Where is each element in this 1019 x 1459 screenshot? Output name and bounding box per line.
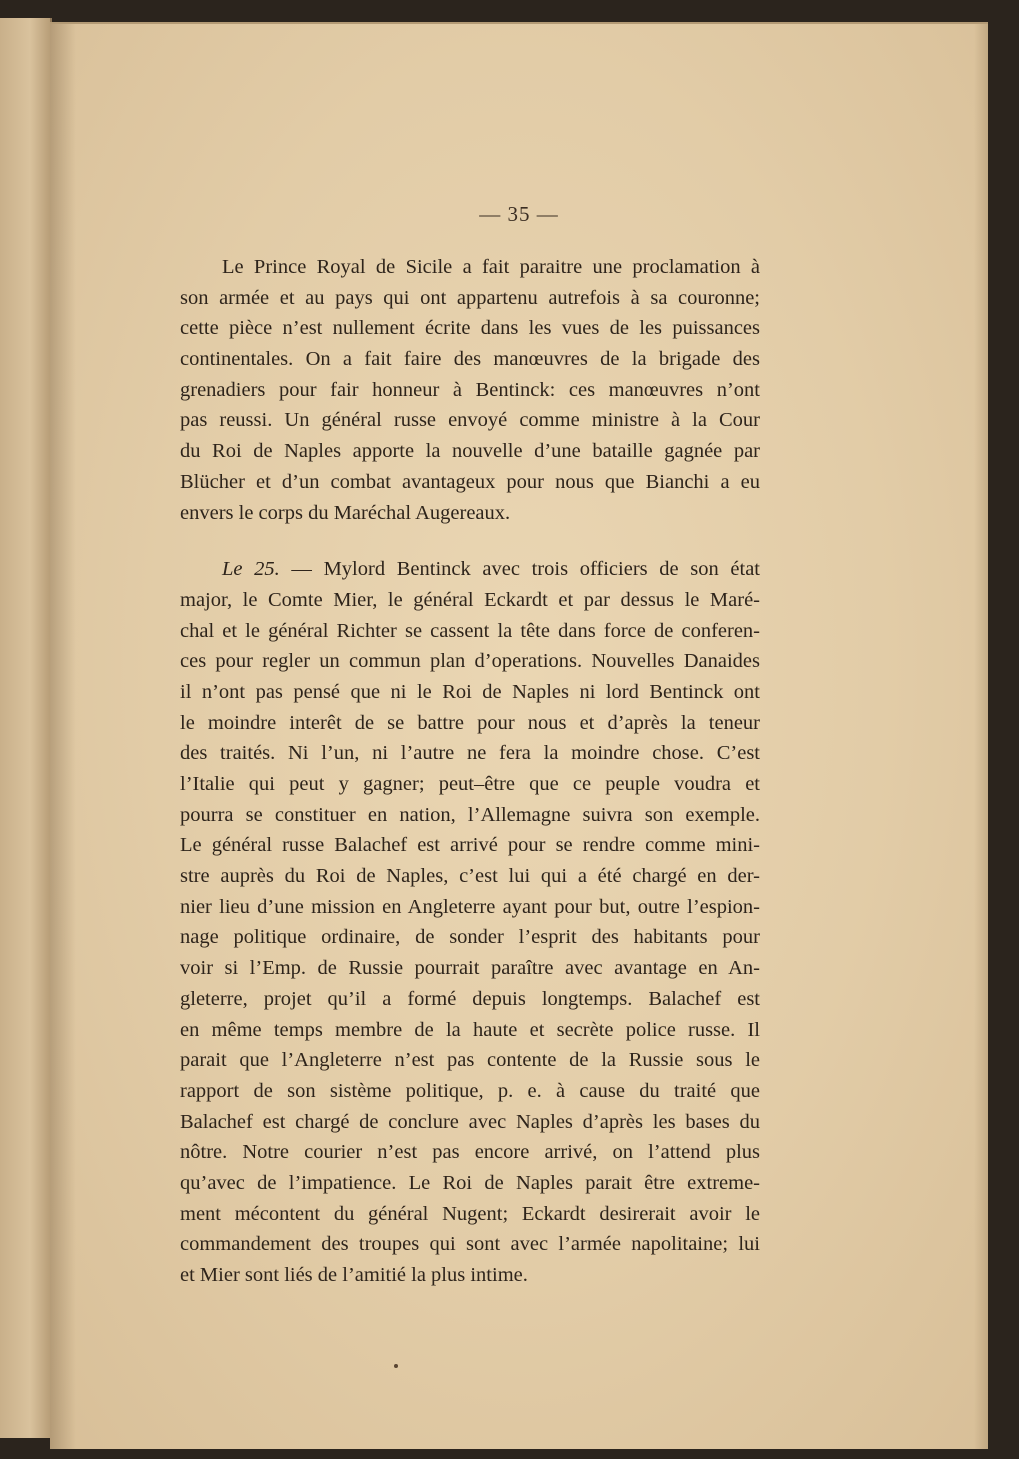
left-page-edge [0,18,52,1438]
text-line: ces pour regler un commun plan d’operations. Nouvelles Danaides [180,650,760,673]
text-line: envers le corps du Maréchal Augereaux. [180,501,511,524]
text-line: ment mécontent du général Nugent; Eckardt desirerait avoir le [180,1202,760,1225]
text-line: nôtre. Notre courier n’est pas encore arrivé, on l’attend plus [180,1141,760,1164]
dateline: Le 25. [222,558,280,581]
text-line: gleterre, projet qu’il a formé depuis longtemps. Balachef est [180,987,760,1010]
dateline-rest: — Mylord Bentinck avec trois officiers de son état [279,558,760,581]
text-line: grenadiers pour fair honneur à Bentinck: ces manœuvres n’ont [180,378,760,401]
text-line: qu’avec de l’impatience. Le Roi de Naples parait être extreme- [180,1171,760,1194]
book-page [50,22,988,1449]
text-line: cette pièce n’est nullement écrite dans les vues de les puissances [180,317,760,340]
text-line: du Roi de Naples apporte la nouvelle d’une bataille gagnée par [180,440,760,463]
text-line: parait que l’Angleterre n’est pas contente de la Russie sous le [180,1049,760,1072]
body-text [180,252,760,1291]
paragraph-gap [180,528,760,554]
text-line: commandement des troupes qui sont avec l’armée napolitaine; lui [180,1233,760,1256]
text-line: stre auprès du Roi de Naples, c’est lui qui a été chargé en der- [180,865,760,888]
paragraph-2 [180,554,760,1291]
text-line: continentales. On a fait faire des manœuvres de la brigade des [180,348,760,371]
text-line: il n’ont pas pensé que ni le Roi de Naples ni lord Bentinck ont [180,680,760,703]
text-line: major, le Comte Mier, le général Eckardt et par dessus le Maré- [180,588,760,611]
text-line: Balachef est chargé de conclure avec Naples d’après les bases du [180,1110,760,1133]
text-line: le moindre interêt de se battre pour nous et d’après la teneur [180,711,760,734]
text-line: pourra se constituer en nation, l’Allemagne suivra son exemple. [180,803,760,826]
text-line: des traités. Ni l’un, ni l’autre ne fera la moindre chose. C’est [180,742,760,765]
gutter-shadow [50,24,76,1449]
text-line: l’Italie qui peut y gagner; peut–être que ce peuple voudra et [180,773,760,795]
text-line: nier lieu d’une mission en Angleterre ayant pour but, outre l’espion- [180,895,760,918]
text-line: voir si l’Emp. de Russie pourrait paraître avec avantage en An- [180,957,760,980]
text-line [180,554,760,585]
text-line: son armée et au pays qui ont appartenu autrefois à sa couronne; [180,286,760,309]
text-line: chal et le général Richter se cassent la tête dans force de conferen- [180,619,760,642]
text-line: rapport de son sistème politique, p. e. à cause du traité que [180,1079,760,1102]
paper-speck [394,1364,398,1368]
paragraph-1 [180,252,760,528]
text-line: pas reussi. Un général russe envoyé comme ministre à la Cour [180,409,760,432]
text-line: et Mier sont liés de l’amitié la plus intime. [180,1264,528,1286]
page-number: — 35 — [479,202,559,226]
text-line: en même temps membre de la haute et secrète police russe. Il [180,1018,760,1041]
text-line: Le général russe Balachef est arrivé pour se rendre comme mini- [180,834,760,857]
text-line: nage politique ordinaire, de sonder l’esprit des habitants pour [180,926,760,949]
page-edge-shadow [974,24,988,1449]
text-line: Blücher et d’un combat avantageux pour nous que Bianchi a eu [180,470,760,493]
text-line: Le Prince Royal de Sicile a fait paraitre une proclamation à [222,256,760,278]
